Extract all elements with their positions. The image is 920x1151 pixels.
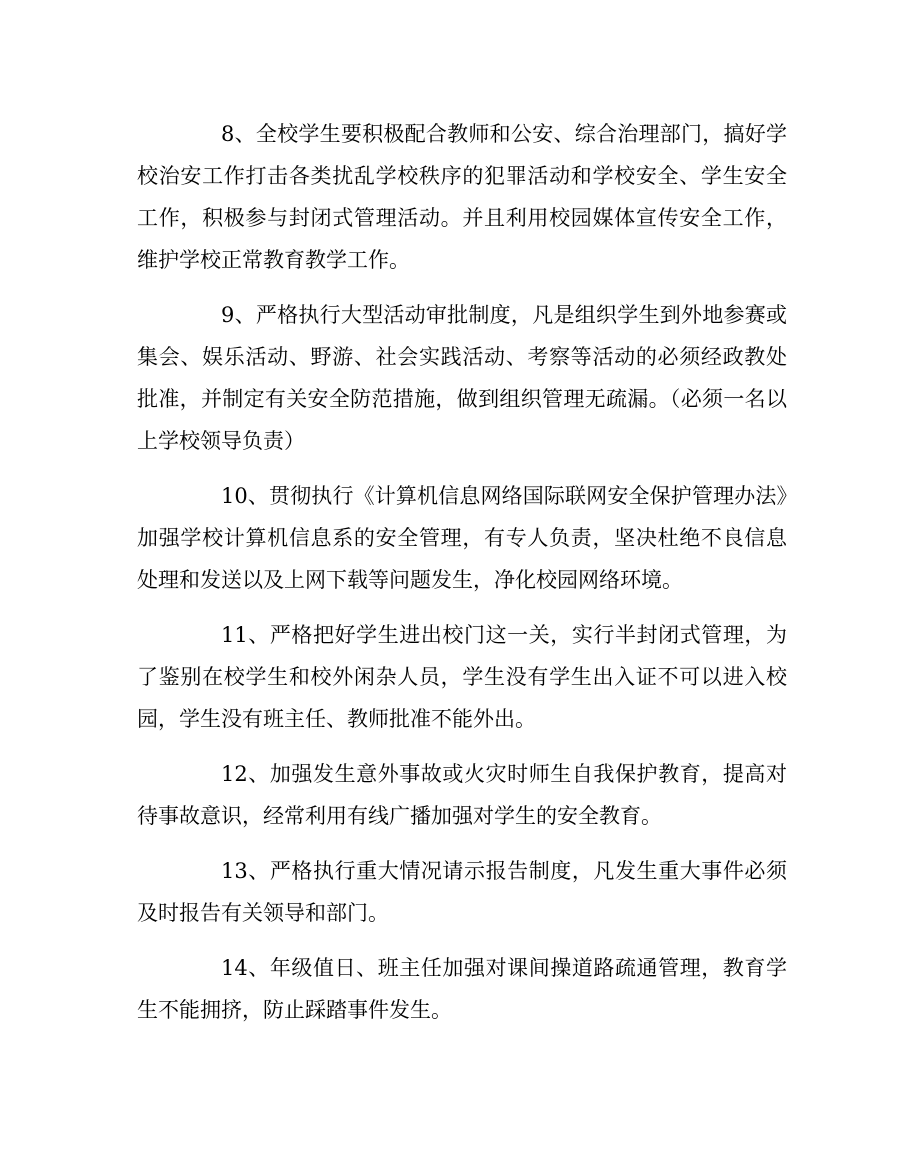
paragraph-item-11: 11、严格把好学生进出校门这一关，实行半封闭式管理，为了鉴别在校学生和校外闲杂人员，学生没有学生出入证不可以进入校园，学生没有班主任、教师批准不能外出。 xyxy=(137,623,787,731)
paragraph-item-14: 14、年级值日、班主任加强对课间操道路疏通管理，教育学生不能拥挤，防止踩踏事件发生。 xyxy=(137,956,787,1022)
document-body xyxy=(137,113,787,1044)
paragraph-item-10: 10、贯彻执行《计算机信息网络国际联网安全保护管理办法》加强学校计算机信息系的安全管理，有专人负责，坚决杜绝不良信息处理和发送以及上网下载等问题发生，净化校园网络环境。 xyxy=(137,484,787,592)
paragraph-item-13: 13、严格执行重大情况请示报告制度，凡发生重大事件必须及时报告有关领导和部门。 xyxy=(137,859,787,925)
paragraph-item-8: 8、全校学生要积极配合教师和公安、综合治理部门，搞好学校治安工作打击各类扰乱学校秩序的犯罪活动和学校安全、学生安全工作，积极参与封闭式管理活动。并且利用校园媒体宣传安全工作，维护学校正常教育教学工作。 xyxy=(137,122,787,272)
paragraph-item-12: 12、加强发生意外事故或火灾时师生自我保护教育，提高对待事故意识，经常利用有线广播加强对学生的安全教育。 xyxy=(137,762,787,828)
paragraph-item-9: 9、严格执行大型活动审批制度，凡是组织学生到外地参赛或集会、娱乐活动、野游、社会实践活动、考察等活动的必须经政教处批准，并制定有关安全防范措施，做到组织管理无疏漏。（必须一名以上学校领导负责） xyxy=(137,303,787,453)
